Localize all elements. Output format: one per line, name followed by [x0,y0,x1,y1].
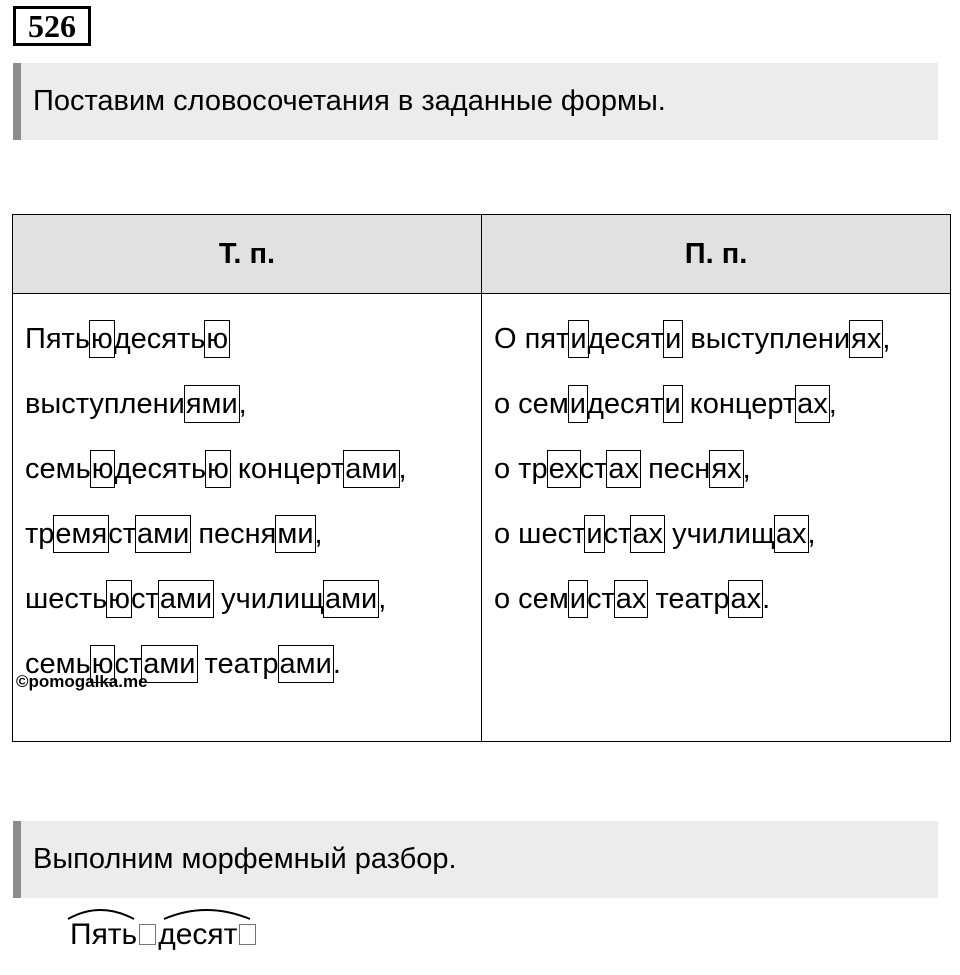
word-part: , [882,323,891,355]
ending-marker: ами [158,580,214,618]
word-part: Пять [25,323,90,355]
word-part: о сем [494,388,569,420]
ending-marker: ами [323,580,379,618]
morpheme-example [70,915,258,955]
ending-box-icon [139,924,156,945]
ending-marker: ах [630,515,665,553]
ending-marker: ях [849,320,883,358]
word-part: , [314,518,323,550]
word-part: ст [114,648,143,680]
header-instrumental: Т. п. [218,238,276,270]
word-part: десят [587,323,665,355]
phrase-line [494,567,944,632]
ending-marker: ями [184,385,240,423]
phrase-line [25,437,475,502]
word-part: училищ [664,518,775,550]
ending-marker: ами [343,450,399,488]
word-part: о шест [494,518,586,550]
phrase-line [25,502,475,567]
root-arcs [66,903,296,923]
word-part: выступлени [682,323,851,355]
header-prepositional: П. п. [684,238,748,270]
ending-marker: ми [275,515,315,553]
word-part: десять [114,453,207,485]
phrase-line [494,372,944,437]
word-part: ня [244,518,277,550]
ending-marker: ю [90,450,116,488]
word-part: семь [25,648,91,680]
ending-marker: ю [106,580,132,618]
word-part: концерт [229,453,345,485]
word-part: . [332,648,341,680]
word-part: О пят [494,323,570,355]
ending-marker: ах [728,580,763,618]
phrase-line [25,372,475,437]
word-part: десят [586,388,664,420]
word-part: . [762,583,771,615]
word-part: , [398,453,407,485]
ending-marker: ах [795,385,830,423]
word-part: , [238,388,247,420]
root-arc-2 [164,910,250,919]
ending-marker: ю [90,645,116,683]
word-part: , [828,388,837,420]
ending-box-icon [239,924,256,945]
ending-marker: емя [53,515,109,553]
ending-marker: и [568,320,588,358]
morpheme-instruction: Выполним морфемный разбор. [13,821,938,898]
exercise-number: 526 [13,6,91,46]
morpheme-root-1: Пять [70,918,138,951]
word-part: театр [647,583,730,615]
word-part: тр [25,518,55,550]
ending-marker: ях [709,450,743,488]
ending-marker: ех [547,450,581,488]
word-part: ст [579,453,608,485]
word-part: семь [25,453,91,485]
column-divider [481,215,482,741]
ending-marker: и [663,320,683,358]
phrase-line [25,567,475,632]
watermark: ©pomogalka.me [16,672,148,691]
prepositional-column [494,307,944,632]
ending-marker: ах [774,515,809,553]
word-part: выступлени [25,388,185,420]
ending-marker: ами [135,515,191,553]
ending-marker: ю [205,450,231,488]
word-part: десять [113,323,206,355]
ending-marker: ю [204,320,230,358]
ending-marker: и [568,580,588,618]
ending-marker: и [568,385,588,423]
phrase-line [494,307,944,372]
word-part: песн [640,453,711,485]
ending-marker: ю [89,320,115,358]
word-part: , [378,583,387,615]
word-part: , [807,518,816,550]
word-part: ст [603,518,632,550]
instrumental-column [25,307,475,697]
task-instruction: Поставим словосочетания в заданные формы. [13,63,938,140]
root-arc-1 [68,910,134,919]
ending-marker: ами [141,645,197,683]
word-part: , [742,453,751,485]
ending-marker: ами [278,645,334,683]
ending-marker: и [663,385,683,423]
word-part: о тр [494,453,548,485]
word-part: театр [196,648,279,680]
word-part: ст [108,518,136,550]
forms-table [12,214,951,742]
word-part: ст [131,583,159,615]
phrase-line [25,307,475,372]
morpheme-root-2: десят [158,918,238,951]
word-part: шесть [25,583,108,615]
word-part: концерт [681,388,797,420]
word-part: ст [586,583,615,615]
ending-marker: ах [606,450,641,488]
ending-marker: ах [614,580,649,618]
word-part: о сем [494,583,569,615]
word-part: пес [190,518,245,550]
word-part: училищ [213,583,324,615]
ending-marker: и [584,515,604,553]
phrase-line [494,437,944,502]
phrase-line [494,502,944,567]
